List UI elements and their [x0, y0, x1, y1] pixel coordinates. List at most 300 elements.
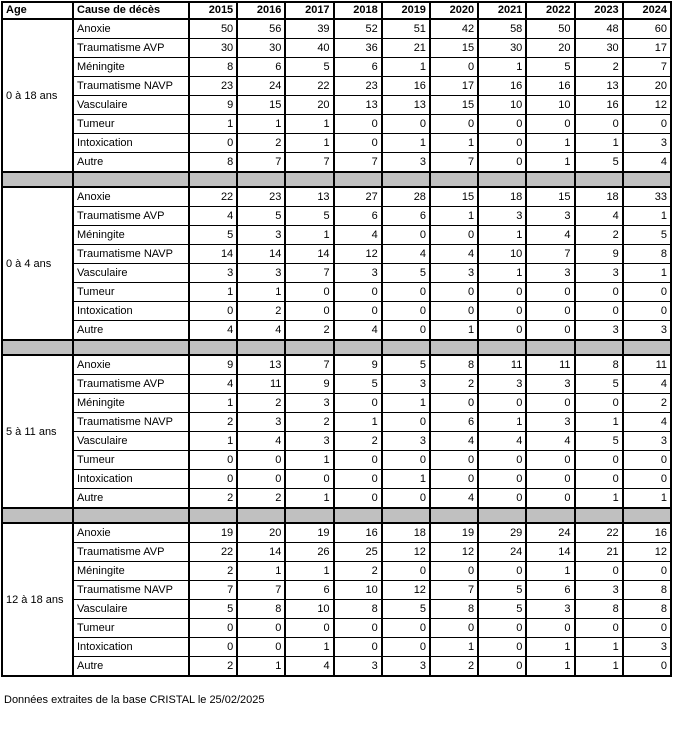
- value-cell: 0: [382, 226, 430, 245]
- header-cause: Cause de décès: [73, 2, 189, 19]
- separator-cell: [430, 340, 478, 355]
- value-cell: 0: [382, 638, 430, 657]
- value-cell: 0: [575, 451, 623, 470]
- value-cell: 0: [575, 619, 623, 638]
- value-cell: 0: [430, 394, 478, 413]
- cause-cell: Anoxie: [73, 187, 189, 207]
- value-cell: 9: [189, 355, 237, 375]
- value-cell: 7: [430, 153, 478, 173]
- value-cell: 30: [237, 39, 285, 58]
- value-cell: 0: [526, 321, 574, 341]
- header-year-2020: 2020: [430, 2, 478, 19]
- cause-cell: Traumatisme NAVP: [73, 245, 189, 264]
- value-cell: 14: [526, 543, 574, 562]
- value-cell: 7: [334, 153, 382, 173]
- value-cell: 16: [382, 77, 430, 96]
- value-cell: 52: [334, 19, 382, 39]
- value-cell: 3: [575, 581, 623, 600]
- value-cell: 0: [382, 321, 430, 341]
- value-cell: 18: [575, 187, 623, 207]
- cause-cell: Méningite: [73, 394, 189, 413]
- data-row: [2, 39, 671, 58]
- value-cell: 3: [526, 413, 574, 432]
- value-cell: 3: [526, 600, 574, 619]
- value-cell: 19: [430, 523, 478, 543]
- value-cell: 4: [478, 432, 526, 451]
- value-cell: 1: [575, 638, 623, 657]
- value-cell: 2: [575, 226, 623, 245]
- value-cell: 4: [526, 432, 574, 451]
- value-cell: 14: [189, 245, 237, 264]
- value-cell: 2: [237, 489, 285, 509]
- data-row: [2, 245, 671, 264]
- value-cell: 0: [526, 619, 574, 638]
- data-row: [2, 600, 671, 619]
- value-cell: 36: [334, 39, 382, 58]
- value-cell: 27: [334, 187, 382, 207]
- cause-cell: Anoxie: [73, 523, 189, 543]
- separator-cell: [189, 508, 237, 523]
- value-cell: 1: [526, 638, 574, 657]
- value-cell: 13: [285, 187, 333, 207]
- value-cell: 5: [575, 432, 623, 451]
- header-year-2018: 2018: [334, 2, 382, 19]
- separator-cell: [334, 172, 382, 187]
- value-cell: 0: [430, 115, 478, 134]
- value-cell: 10: [526, 96, 574, 115]
- data-row: [2, 375, 671, 394]
- value-cell: 23: [334, 77, 382, 96]
- value-cell: 0: [382, 302, 430, 321]
- value-cell: 0: [430, 58, 478, 77]
- value-cell: 3: [478, 207, 526, 226]
- separator-cell: [73, 340, 189, 355]
- value-cell: 4: [430, 489, 478, 509]
- value-cell: 0: [478, 638, 526, 657]
- value-cell: 7: [526, 245, 574, 264]
- value-cell: 8: [430, 355, 478, 375]
- value-cell: 15: [430, 187, 478, 207]
- value-cell: 1: [623, 264, 671, 283]
- value-cell: 6: [334, 207, 382, 226]
- value-cell: 0: [189, 134, 237, 153]
- value-cell: 8: [623, 581, 671, 600]
- value-cell: 6: [237, 58, 285, 77]
- value-cell: 0: [189, 638, 237, 657]
- data-row: [2, 321, 671, 341]
- value-cell: 2: [575, 58, 623, 77]
- value-cell: 1: [430, 638, 478, 657]
- value-cell: 3: [382, 153, 430, 173]
- value-cell: 0: [237, 619, 285, 638]
- value-cell: 3: [430, 264, 478, 283]
- separator-cell: [237, 508, 285, 523]
- value-cell: 2: [430, 657, 478, 677]
- value-cell: 23: [237, 187, 285, 207]
- value-cell: 0: [478, 302, 526, 321]
- value-cell: 5: [237, 207, 285, 226]
- value-cell: 2: [189, 657, 237, 677]
- header-row: [2, 2, 671, 19]
- value-cell: 12: [382, 581, 430, 600]
- value-cell: 0: [430, 451, 478, 470]
- value-cell: 25: [334, 543, 382, 562]
- cause-cell: Méningite: [73, 58, 189, 77]
- value-cell: 5: [526, 58, 574, 77]
- value-cell: 0: [526, 470, 574, 489]
- value-cell: 0: [382, 413, 430, 432]
- data-row: [2, 207, 671, 226]
- value-cell: 3: [526, 207, 574, 226]
- cause-cell: Traumatisme AVP: [73, 543, 189, 562]
- separator-row: [2, 508, 671, 523]
- separator-cell: [623, 340, 671, 355]
- separator-cell: [382, 340, 430, 355]
- value-cell: 0: [430, 619, 478, 638]
- cause-cell: Traumatisme AVP: [73, 375, 189, 394]
- value-cell: 14: [237, 245, 285, 264]
- value-cell: 19: [189, 523, 237, 543]
- value-cell: 0: [478, 470, 526, 489]
- separator-cell: [2, 508, 73, 523]
- separator-cell: [575, 340, 623, 355]
- value-cell: 50: [189, 19, 237, 39]
- separator-cell: [430, 508, 478, 523]
- value-cell: 0: [334, 115, 382, 134]
- value-cell: 18: [478, 187, 526, 207]
- value-cell: 16: [623, 523, 671, 543]
- value-cell: 0: [382, 283, 430, 302]
- value-cell: 3: [382, 657, 430, 677]
- value-cell: 7: [237, 581, 285, 600]
- value-cell: 0: [430, 283, 478, 302]
- separator-cell: [623, 508, 671, 523]
- separator-cell: [285, 172, 333, 187]
- value-cell: 20: [285, 96, 333, 115]
- value-cell: 17: [623, 39, 671, 58]
- separator-cell: [478, 508, 526, 523]
- value-cell: 1: [430, 321, 478, 341]
- value-cell: 12: [334, 245, 382, 264]
- value-cell: 1: [526, 562, 574, 581]
- value-cell: 12: [430, 543, 478, 562]
- cause-cell: Intoxication: [73, 302, 189, 321]
- value-cell: 2: [237, 134, 285, 153]
- value-cell: 3: [189, 264, 237, 283]
- value-cell: 2: [285, 321, 333, 341]
- value-cell: 0: [623, 562, 671, 581]
- value-cell: 24: [478, 543, 526, 562]
- data-row: [2, 619, 671, 638]
- value-cell: 7: [285, 264, 333, 283]
- separator-cell: [237, 340, 285, 355]
- value-cell: 1: [526, 657, 574, 677]
- separator-cell: [382, 508, 430, 523]
- separator-row: [2, 340, 671, 355]
- value-cell: 4: [430, 432, 478, 451]
- value-cell: 1: [623, 207, 671, 226]
- value-cell: 0: [382, 451, 430, 470]
- separator-row: [2, 172, 671, 187]
- value-cell: 10: [334, 581, 382, 600]
- value-cell: 4: [623, 153, 671, 173]
- separator-cell: [526, 508, 574, 523]
- value-cell: 1: [285, 134, 333, 153]
- data-row: [2, 432, 671, 451]
- value-cell: 24: [237, 77, 285, 96]
- data-row: [2, 489, 671, 509]
- cause-cell: Intoxication: [73, 470, 189, 489]
- value-cell: 3: [237, 413, 285, 432]
- value-cell: 5: [575, 153, 623, 173]
- value-cell: 16: [526, 77, 574, 96]
- cause-cell: Tumeur: [73, 283, 189, 302]
- value-cell: 8: [189, 58, 237, 77]
- value-cell: 0: [189, 302, 237, 321]
- header-year-2022: 2022: [526, 2, 574, 19]
- data-row: [2, 283, 671, 302]
- value-cell: 2: [189, 413, 237, 432]
- value-cell: 16: [478, 77, 526, 96]
- value-cell: 2: [430, 375, 478, 394]
- value-cell: 1: [285, 562, 333, 581]
- value-cell: 3: [285, 432, 333, 451]
- cause-cell: Traumatisme AVP: [73, 39, 189, 58]
- value-cell: 0: [382, 489, 430, 509]
- cause-cell: Traumatisme NAVP: [73, 581, 189, 600]
- value-cell: 7: [237, 153, 285, 173]
- value-cell: 4: [382, 245, 430, 264]
- value-cell: 0: [526, 451, 574, 470]
- value-cell: 0: [526, 489, 574, 509]
- value-cell: 1: [478, 226, 526, 245]
- value-cell: 0: [623, 657, 671, 677]
- value-cell: 11: [623, 355, 671, 375]
- value-cell: 3: [285, 394, 333, 413]
- value-cell: 22: [189, 187, 237, 207]
- separator-cell: [575, 172, 623, 187]
- value-cell: 5: [285, 58, 333, 77]
- value-cell: 5: [285, 207, 333, 226]
- cause-cell: Vasculaire: [73, 600, 189, 619]
- value-cell: 0: [575, 115, 623, 134]
- value-cell: 1: [189, 394, 237, 413]
- separator-cell: [285, 340, 333, 355]
- value-cell: 1: [575, 413, 623, 432]
- value-cell: 0: [189, 619, 237, 638]
- data-row: [2, 153, 671, 173]
- value-cell: 8: [189, 153, 237, 173]
- value-cell: 1: [237, 283, 285, 302]
- value-cell: 3: [623, 432, 671, 451]
- value-cell: 0: [334, 451, 382, 470]
- value-cell: 19: [285, 523, 333, 543]
- value-cell: 9: [189, 96, 237, 115]
- value-cell: 0: [430, 226, 478, 245]
- value-cell: 0: [189, 470, 237, 489]
- header-year-2015: 2015: [189, 2, 237, 19]
- value-cell: 5: [189, 600, 237, 619]
- data-row: [2, 58, 671, 77]
- data-row: [2, 226, 671, 245]
- value-cell: 5: [623, 226, 671, 245]
- value-cell: 39: [285, 19, 333, 39]
- cause-cell: Tumeur: [73, 451, 189, 470]
- value-cell: 1: [575, 657, 623, 677]
- data-row: [2, 543, 671, 562]
- value-cell: 4: [334, 321, 382, 341]
- value-cell: 5: [382, 264, 430, 283]
- value-cell: 0: [237, 470, 285, 489]
- data-row: [2, 562, 671, 581]
- value-cell: 50: [526, 19, 574, 39]
- data-row: [2, 264, 671, 283]
- cause-cell: Tumeur: [73, 115, 189, 134]
- cause-cell: Intoxication: [73, 638, 189, 657]
- value-cell: 0: [575, 302, 623, 321]
- value-cell: 0: [478, 283, 526, 302]
- cause-cell: Méningite: [73, 562, 189, 581]
- cause-cell: Traumatisme AVP: [73, 207, 189, 226]
- value-cell: 22: [189, 543, 237, 562]
- value-cell: 12: [623, 543, 671, 562]
- data-row: [2, 638, 671, 657]
- separator-cell: [478, 340, 526, 355]
- value-cell: 7: [189, 581, 237, 600]
- value-cell: 3: [623, 638, 671, 657]
- cause-cell: Vasculaire: [73, 96, 189, 115]
- value-cell: 21: [382, 39, 430, 58]
- cause-cell: Anoxie: [73, 355, 189, 375]
- separator-cell: [334, 340, 382, 355]
- value-cell: 28: [382, 187, 430, 207]
- value-cell: 20: [237, 523, 285, 543]
- value-cell: 2: [623, 394, 671, 413]
- value-cell: 0: [334, 302, 382, 321]
- value-cell: 17: [430, 77, 478, 96]
- value-cell: 3: [334, 264, 382, 283]
- value-cell: 7: [623, 58, 671, 77]
- value-cell: 23: [189, 77, 237, 96]
- value-cell: 13: [382, 96, 430, 115]
- value-cell: 0: [623, 451, 671, 470]
- value-cell: 10: [478, 96, 526, 115]
- value-cell: 9: [334, 355, 382, 375]
- separator-cell: [575, 508, 623, 523]
- value-cell: 5: [382, 600, 430, 619]
- value-cell: 0: [575, 283, 623, 302]
- value-cell: 0: [623, 619, 671, 638]
- value-cell: 22: [285, 77, 333, 96]
- value-cell: 4: [430, 245, 478, 264]
- header-year-2016: 2016: [237, 2, 285, 19]
- value-cell: 22: [575, 523, 623, 543]
- value-cell: 5: [575, 375, 623, 394]
- value-cell: 4: [237, 321, 285, 341]
- age-group-label: 0 à 4 ans: [2, 187, 73, 340]
- value-cell: 0: [478, 134, 526, 153]
- value-cell: 3: [237, 264, 285, 283]
- separator-cell: [285, 508, 333, 523]
- value-cell: 1: [237, 562, 285, 581]
- value-cell: 0: [478, 562, 526, 581]
- value-cell: 8: [623, 600, 671, 619]
- value-cell: 4: [189, 207, 237, 226]
- value-cell: 4: [623, 413, 671, 432]
- value-cell: 20: [623, 77, 671, 96]
- value-cell: 8: [575, 600, 623, 619]
- value-cell: 29: [478, 523, 526, 543]
- value-cell: 0: [478, 394, 526, 413]
- value-cell: 6: [382, 207, 430, 226]
- value-cell: 1: [575, 489, 623, 509]
- value-cell: 4: [189, 321, 237, 341]
- header-year-2017: 2017: [285, 2, 333, 19]
- value-cell: 40: [285, 39, 333, 58]
- value-cell: 1: [285, 489, 333, 509]
- separator-cell: [526, 340, 574, 355]
- value-cell: 2: [334, 562, 382, 581]
- value-cell: 0: [430, 562, 478, 581]
- header-year-2021: 2021: [478, 2, 526, 19]
- value-cell: 3: [575, 321, 623, 341]
- value-cell: 2: [334, 432, 382, 451]
- table-body: [2, 19, 671, 676]
- value-cell: 1: [285, 115, 333, 134]
- value-cell: 0: [285, 470, 333, 489]
- value-cell: 11: [478, 355, 526, 375]
- value-cell: 15: [430, 96, 478, 115]
- value-cell: 42: [430, 19, 478, 39]
- value-cell: 12: [623, 96, 671, 115]
- data-row: [2, 523, 671, 543]
- value-cell: 10: [478, 245, 526, 264]
- value-cell: 21: [575, 543, 623, 562]
- data-row: [2, 470, 671, 489]
- value-cell: 11: [237, 375, 285, 394]
- value-cell: 4: [189, 375, 237, 394]
- value-cell: 0: [285, 283, 333, 302]
- value-cell: 8: [575, 355, 623, 375]
- header-age: Age: [2, 2, 73, 19]
- separator-cell: [526, 172, 574, 187]
- value-cell: 0: [478, 489, 526, 509]
- cause-cell: Vasculaire: [73, 264, 189, 283]
- data-row: [2, 77, 671, 96]
- value-cell: 0: [575, 562, 623, 581]
- value-cell: 60: [623, 19, 671, 39]
- value-cell: 6: [285, 581, 333, 600]
- cause-cell: Tumeur: [73, 619, 189, 638]
- value-cell: 18: [382, 523, 430, 543]
- value-cell: 0: [285, 302, 333, 321]
- value-cell: 2: [237, 302, 285, 321]
- value-cell: 1: [382, 394, 430, 413]
- value-cell: 7: [285, 153, 333, 173]
- value-cell: 0: [526, 115, 574, 134]
- value-cell: 0: [478, 115, 526, 134]
- separator-cell: [382, 172, 430, 187]
- cause-cell: Méningite: [73, 226, 189, 245]
- separator-cell: [73, 172, 189, 187]
- data-row: [2, 302, 671, 321]
- header-year-2023: 2023: [575, 2, 623, 19]
- value-cell: 0: [334, 134, 382, 153]
- value-cell: 8: [334, 600, 382, 619]
- data-row: [2, 187, 671, 207]
- data-row: [2, 581, 671, 600]
- value-cell: 0: [623, 283, 671, 302]
